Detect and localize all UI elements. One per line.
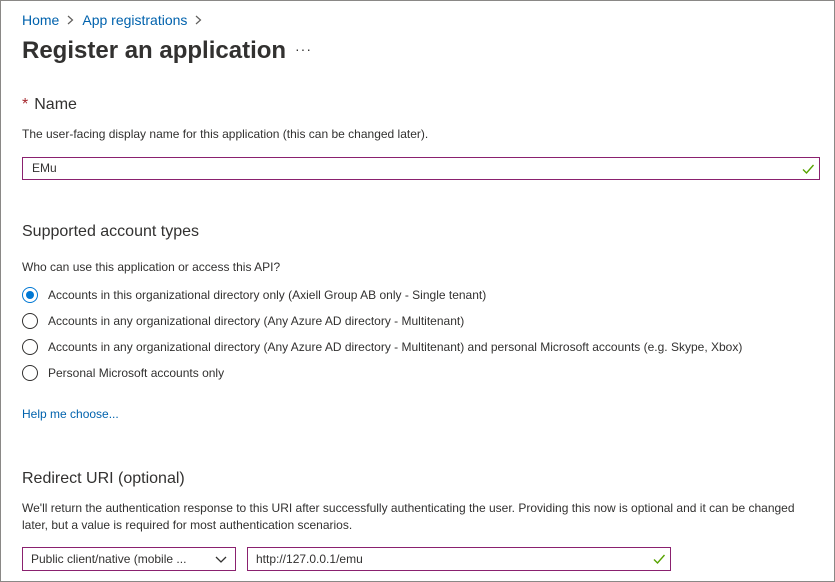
radio-button[interactable] [22, 339, 38, 355]
account-type-label: Accounts in this organizational directory only (Axiell Group AB only - Single tenant) [48, 288, 487, 302]
redirect-uri-heading: Redirect URI (optional) [22, 470, 185, 487]
more-options-button[interactable]: ··· [295, 41, 312, 57]
account-type-option-multitenant[interactable] [22, 313, 464, 329]
chevron-right-icon [67, 15, 74, 25]
account-type-option-single-tenant[interactable] [22, 287, 486, 303]
account-type-label: Accounts in any organizational directory (Any Azure AD directory - Multitenant) and personal Microsoft accounts (e.g. Skype, Xbox) [48, 340, 743, 354]
breadcrumb-app-registrations[interactable]: App registrations [82, 12, 188, 28]
platform-select-value: Public client/native (mobile ... [31, 552, 187, 566]
radio-button[interactable] [22, 313, 38, 329]
name-input-value: EMu [32, 161, 57, 175]
breadcrumb [22, 12, 210, 28]
radio-button[interactable] [22, 365, 38, 381]
name-description: The user-facing display name for this application (this can be changed later). [22, 127, 429, 141]
name-input[interactable] [22, 157, 820, 180]
account-type-option-multitenant-personal[interactable] [22, 339, 742, 355]
account-type-label: Personal Microsoft accounts only [48, 366, 225, 380]
account-types-heading: Supported account types [22, 223, 200, 240]
page-title: Register an application [22, 37, 287, 64]
chevron-down-icon [215, 554, 227, 564]
help-me-choose-link[interactable]: Help me choose... [22, 407, 119, 421]
name-heading-label: Name [34, 96, 77, 113]
chevron-right-icon [195, 15, 202, 25]
name-heading [22, 96, 77, 114]
account-type-label: Accounts in any organizational directory (Any Azure AD directory - Multitenant) [48, 314, 465, 328]
redirect-uri-value: http://127.0.0.1/emu [256, 552, 363, 566]
platform-select[interactable] [22, 547, 236, 571]
redirect-uri-input[interactable] [247, 547, 671, 571]
account-types-question: Who can use this application or access this API? [22, 260, 281, 274]
account-type-option-personal[interactable] [22, 365, 224, 381]
checkmark-icon [801, 162, 815, 176]
required-marker: * [22, 96, 29, 113]
redirect-uri-description: We'll return the authentication response to this URI after successfully authenticating the user. Providing this now is optional and it can be changed later, but a value is required for most authentication scenarios. [22, 501, 795, 532]
breadcrumb-home[interactable]: Home [22, 12, 60, 28]
radio-button-checked[interactable] [22, 287, 38, 303]
checkmark-icon [652, 552, 666, 566]
